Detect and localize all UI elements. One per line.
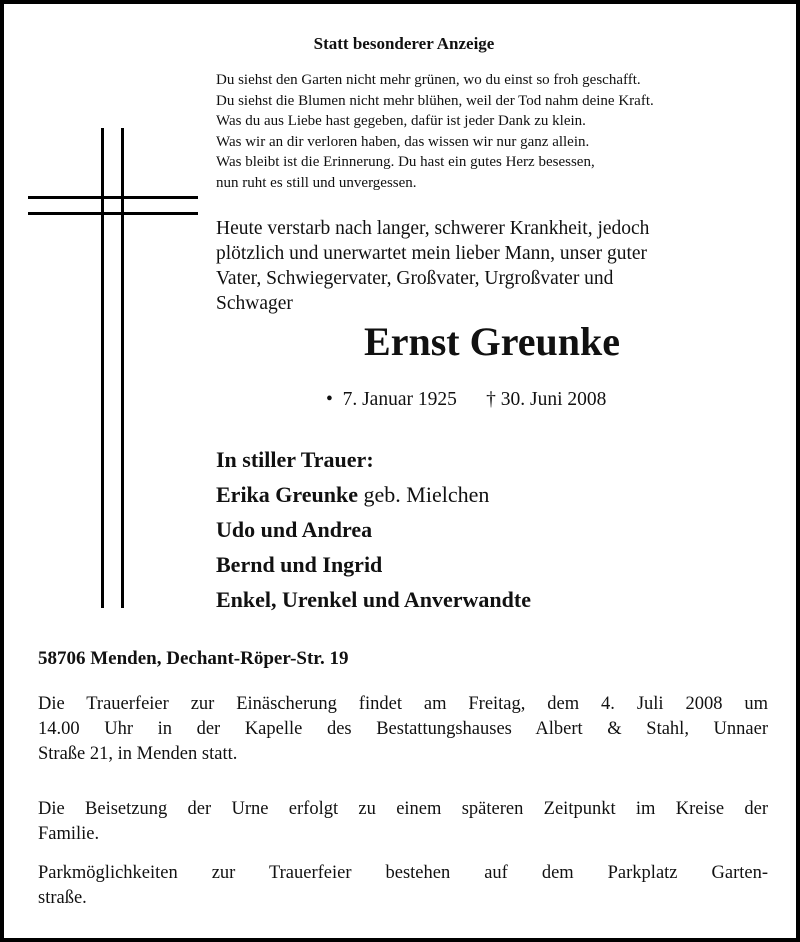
mourners-list <box>216 442 531 617</box>
poem <box>216 70 654 193</box>
paragraph-line: 14.00 Uhr in der Kapelle des Bestattungshauses Albert & Stahl, Unnaer <box>38 719 768 739</box>
mourner-line <box>216 477 531 512</box>
intro-line: plötzlich und unerwartet mein lieber Mann, unser guter <box>216 243 648 264</box>
poem-line: nun ruht es still und unvergessen. <box>216 174 417 191</box>
header-notice-label: Statt besonderer Anzeige <box>313 34 495 53</box>
deceased-name: Ernst Greunke <box>364 319 620 364</box>
intro-line: Schwager <box>216 293 293 314</box>
urn-burial-paragraph <box>38 797 768 847</box>
paragraph-line: Familie. <box>38 824 100 844</box>
birth-date: • 7. Januar 1925 <box>326 389 457 410</box>
poem-line: Du siehst den Garten nicht mehr grünen, wo du einst so froh geschafft. <box>216 72 641 88</box>
intro-line: Heute verstarb nach langer, schwerer Krankheit, jedoch <box>216 218 650 239</box>
life-dates <box>326 389 606 411</box>
poem-line: Was du aus Liebe hast gegeben, dafür ist jeder Dank zu klein. <box>216 113 586 129</box>
intro-line: Vater, Schwiegervater, Großvater, Urgroßvater und <box>216 268 614 289</box>
mourners-heading: In stiller Trauer: <box>216 447 374 472</box>
poem-line: Was bleibt ist die Erinnerung. Du hast ein gutes Herz besessen, <box>216 154 595 170</box>
cross-icon <box>28 128 198 608</box>
paragraph-line: Straße 21, in Menden statt. <box>38 744 238 764</box>
family-address: 58706 Menden, Dechant-Röper-Str. 19 <box>38 648 349 669</box>
parking-paragraph <box>38 861 768 911</box>
poem-line: Was wir an dir verloren haben, das wissen wir nur ganz allein. <box>216 133 590 150</box>
death-date: † 30. Juni 2008 <box>486 389 607 410</box>
paragraph-line: Die Trauerfeier zur Einäscherung findet am Freitag, dem 4. Juli 2008 um <box>38 694 768 714</box>
paragraph-line: straße. <box>38 888 87 908</box>
funeral-service-paragraph <box>38 692 768 767</box>
mourner-maiden-name: geb. Mielchen <box>363 482 490 507</box>
poem-line: Du siehst die Blumen nicht mehr blühen, weil der Tod nahm deine Kraft. <box>216 92 654 109</box>
mourner-name: Erika Greunke <box>216 482 359 507</box>
paragraph-line: Die Beisetzung der Urne erfolgt zu einem späteren Zeitpunkt im Kreise der <box>38 799 768 819</box>
paragraph-line: Parkmöglichkeiten zur Trauerfeier bestehen auf dem Parkplatz Garten- <box>38 863 768 883</box>
death-announcement-text <box>216 216 649 316</box>
mourner-line: Enkel, Urenkel und Anverwandte <box>216 587 531 612</box>
mourner-line: Bernd und Ingrid <box>216 552 383 577</box>
mourner-line: Udo und Andrea <box>216 517 373 542</box>
